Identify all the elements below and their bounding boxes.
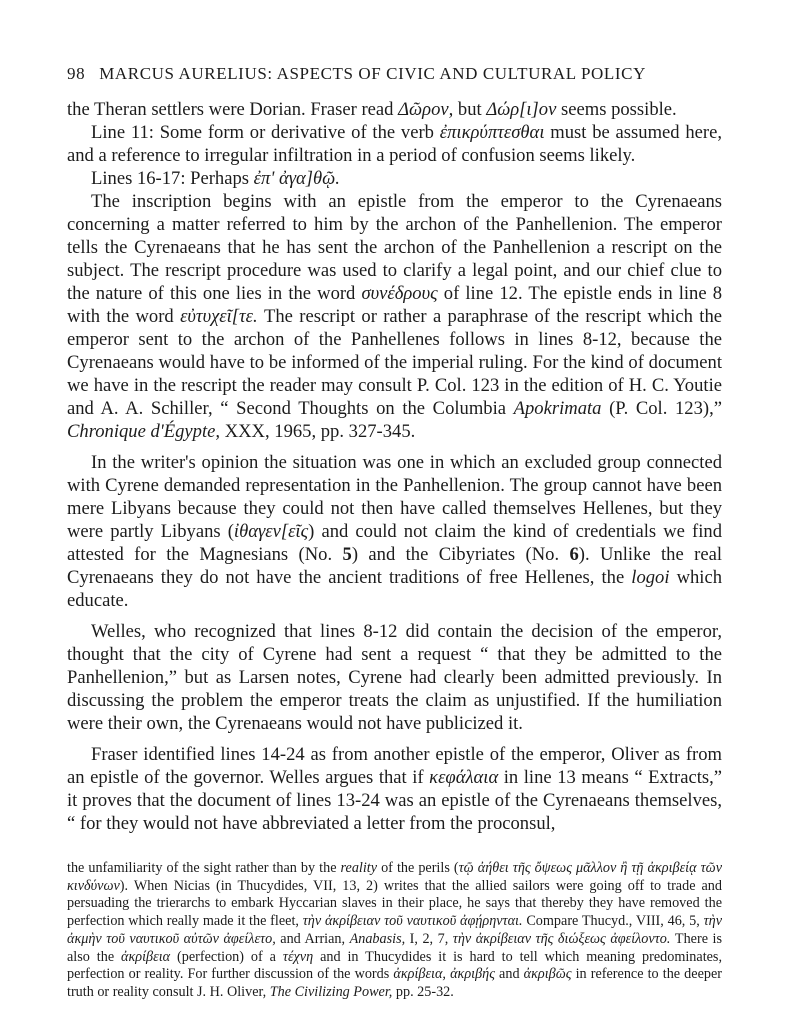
main-text xyxy=(67,98,722,835)
text-run: Compare Thucyd., VIII, 46, 5, xyxy=(522,913,704,930)
greek-word: ἰθαγεν[εῖς xyxy=(233,521,309,542)
page-number: 98 xyxy=(67,64,86,83)
inscription-number: 5 xyxy=(342,544,352,565)
text-run: Welles, who recognized that lines 8-12 did contain the decision of the emperor, thought that the city of Cyrene had sent a request “ that they be admitted to the Panhellenion,” but as Larsen notes, Cyrene had clearly been admitted previously. In discussing the problem the emperor treats the claim as unjustified. If the humiliation were their own, the Cyrenaeans would not have publicized it. xyxy=(67,621,722,734)
italic-title: Chronique d'Égypte, xyxy=(67,421,221,442)
text-run: seems possible. xyxy=(556,99,677,120)
greek-word: τέχνη xyxy=(282,948,314,965)
italic-term: reality xyxy=(340,860,378,876)
text-run: I, 2, 7, xyxy=(405,930,453,947)
text-run: and xyxy=(494,966,524,983)
running-title: MARCUS AURELIUS: ASPECTS OF CIVIC AND CULTURAL POLICY xyxy=(99,64,646,83)
text-run: the Theran settlers were Dorian. Fraser read xyxy=(67,99,399,120)
italic-term: logoi xyxy=(631,567,670,588)
footnote-text xyxy=(67,860,722,1002)
inscription-number: 6 xyxy=(569,544,579,565)
greek-word: ἀκρίβεια xyxy=(121,948,171,965)
greek-word: Δῶρον, xyxy=(398,99,454,120)
text-run: in line 13 means “ Extracts,” it proves that the document of lines 13-24 was an epistle of the Cyrenaeans themselves, “ for they would not have abbreviated a letter from the proconsul, xyxy=(67,767,722,834)
text-run: In the writer's opinion the situation was one in which an excluded group connected with Cyrene demanded representation in the Panhellenion. The group cannot have been mere Libyans because they could not then have called themselves Hellenes, but they were partly Libyans ( xyxy=(67,452,722,542)
greek-phrase: τὴν ἀκρίβειαν τῆς διώξεως ἀφείλοντο. xyxy=(452,930,671,947)
paragraph-1 xyxy=(67,98,722,121)
text-run: Line 11: Some form or derivative of the verb xyxy=(91,122,440,143)
text-run: in reference to the deeper truth or reality consult J. H. Oliver, xyxy=(67,966,722,1000)
text-run: (perfection) of a xyxy=(170,948,283,965)
text-run: and in Thucydides it is hard to tell which meaning predominates, perfection or reality. For further discussion of the words xyxy=(67,948,723,983)
text-run: (P. Col. 123),” xyxy=(601,398,722,419)
italic-title: Anabasis, xyxy=(349,930,406,947)
text-run: ) and could not claim the kind of credentials we find attested for the Magnesians (No. xyxy=(67,521,722,565)
paragraph-6 xyxy=(67,620,722,735)
greek-phrase: τὴν ἀκμὴν τοῦ ναυτικοῦ αὐτῶν ἀφείλετο, xyxy=(67,913,722,947)
text-run: ). Unlike the real Cyrenaeans they do not have the ancient traditions of free Hellenes, the xyxy=(67,544,722,588)
text-run: Fraser identified lines 14-24 as from another epistle of the emperor, Oliver as from an epistle of the governor. Welles argues that if xyxy=(67,744,722,788)
text-run: XXX, 1965, pp. 327-345. xyxy=(220,421,416,442)
text-run: ). When Nicias (in Thucydides, VII, 13, 2) writes that the allied sailors were going off to trade and persuading the trierarchs to embark Hyccarian slaves in their place, he says that thereby they have removed the perfection which really made it the fleet, xyxy=(67,877,722,930)
text-run: of line 12. The epistle ends in line 8 with the word xyxy=(67,283,722,327)
greek-word: ἀκρίβεια, ἀκριβής xyxy=(393,966,495,983)
text-run: and Arrian, xyxy=(275,930,350,947)
greek-word: εὐτυχεῖ[τε. xyxy=(180,306,258,327)
greek-word: Δώρ[ι]ον xyxy=(486,99,557,120)
text-run: Lines 16-17: Perhaps xyxy=(91,168,254,189)
text-run: There is also the xyxy=(67,930,722,965)
running-header xyxy=(67,62,722,86)
text-run: ) and the Cibyriates (No. xyxy=(351,544,570,565)
paragraph-7 xyxy=(67,743,722,835)
text-run: of the perils ( xyxy=(377,860,459,876)
greek-phrase: τὴν ἀκρίβειαν τοῦ ναυτικοῦ ἀφῄρηνται. xyxy=(302,913,523,930)
paragraph-2 xyxy=(67,121,722,167)
italic-title: Apokrimata xyxy=(513,398,602,419)
text-run: which educate. xyxy=(67,567,723,611)
footnote xyxy=(67,860,722,1002)
greek-word: ἐπικρύπτεσθαι xyxy=(439,122,545,143)
text-run: pp. 25-32. xyxy=(392,983,454,1000)
paragraph-5 xyxy=(67,451,722,612)
paragraph-4 xyxy=(67,190,722,443)
text-run: must be assumed here, and a reference to irregular infiltration in a period of confusion seems likely. xyxy=(67,122,723,166)
greek-word: συνέδρους xyxy=(361,283,438,304)
text-run: The inscription begins with an epistle from the emperor to the Cyrenaeans concerning a matter referred to him by the archon of the Panhellenion. The emperor tells the Cyrenaeans that he has sent the archon of the Panhellenion a rescript on the subject. The rescript procedure was used to clarify a legal point, and our chief clue to the nature of this one lies in the word xyxy=(67,191,722,304)
greek-word: κεφάλαια xyxy=(429,767,499,788)
greek-phrase: τῷ ἀήθει τῆς ὄψεως μᾶλλον ἢ τῇ ἀκριβείᾳ τῶν κινδύνων xyxy=(67,860,722,894)
text-run: The rescript or rather a paraphrase of the rescript which the emperor sent to the archon of the Panhellenes follows in lines 8-12, because the Cyrenaeans would have to be informed of the imperial ruling. For the kind of document we have in the rescript the reader may consult P. Col. 123 in the edition of H. C. Youtie and A. A. Schiller, “ Second Thoughts on the Columbia xyxy=(67,306,722,419)
italic-title: The Civilizing Power, xyxy=(269,983,393,1000)
document-page xyxy=(67,62,722,1002)
text-run: but xyxy=(453,99,487,120)
text-run: the unfamiliarity of the sight rather than by the xyxy=(67,860,341,876)
greek-word: ἐπ' ἀγα]θῷ. xyxy=(253,168,340,189)
paragraph-3 xyxy=(67,167,722,190)
greek-word: ἀκριβῶς xyxy=(523,966,572,983)
